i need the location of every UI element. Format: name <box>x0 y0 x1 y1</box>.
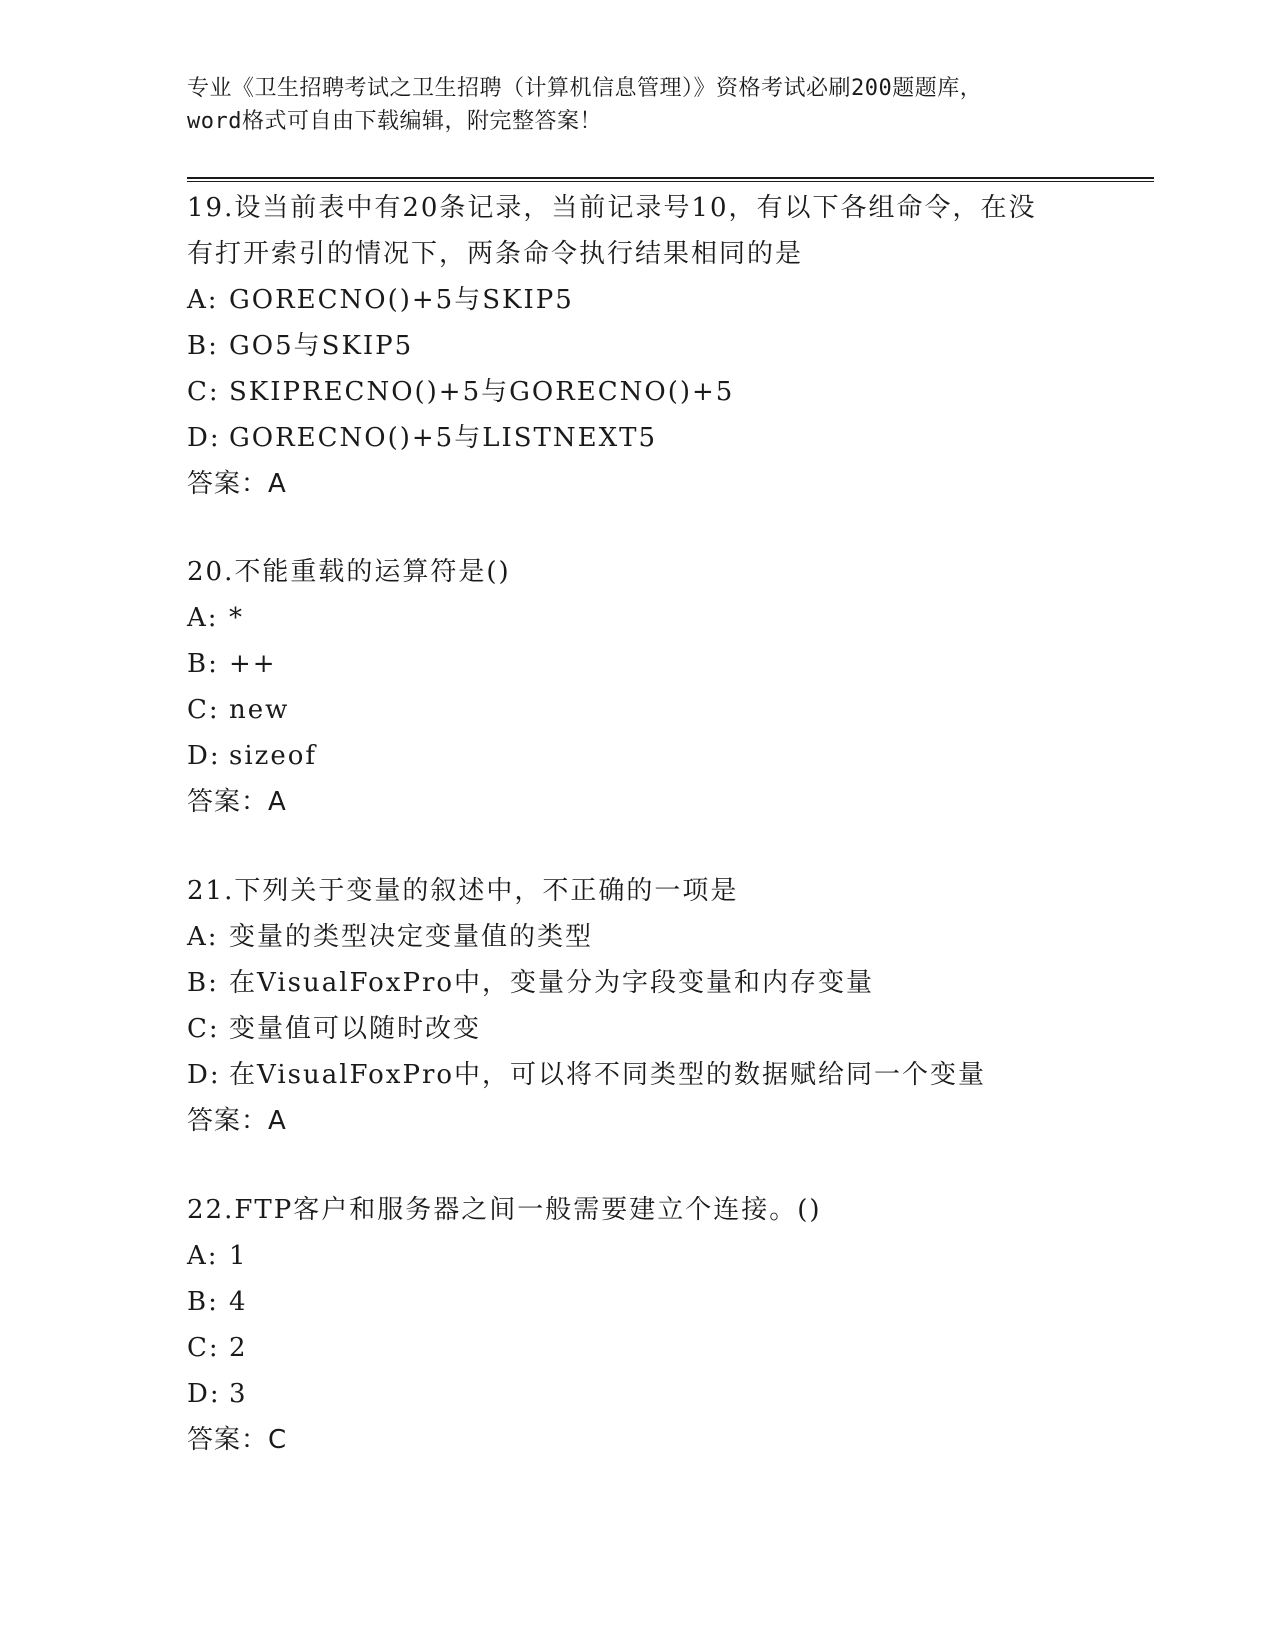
option-text: sizeof <box>229 741 318 771</box>
option-a <box>187 914 1087 960</box>
option-text: 在VisualFoxPro中，可以将不同类型的数据赋给同一个变量 <box>229 1060 987 1090</box>
answer-label: 答案：A <box>187 469 287 499</box>
option-text: 变量的类型决定变量值的类型 <box>229 922 594 952</box>
option-letter: A: <box>187 922 219 952</box>
option-text: new <box>229 695 290 725</box>
document-header <box>187 72 1087 138</box>
answer-label: 答案：C <box>187 1425 288 1455</box>
option-text: GORECNO()+5与LISTNEXT5 <box>229 423 658 453</box>
option-d <box>187 1052 1087 1098</box>
option-letter: C: <box>187 1014 220 1044</box>
header-line-2: word格式可自由下载编辑，附完整答案！ <box>187 109 602 134</box>
option-b <box>187 641 1087 687</box>
option-c <box>187 369 1087 415</box>
option-d <box>187 733 1087 779</box>
option-letter: D: <box>187 1060 221 1090</box>
question-stem-line: 21.下列关于变量的叙述中，不正确的一项是 <box>187 876 739 906</box>
option-letter: D: <box>187 741 221 771</box>
question-20 <box>187 549 1087 825</box>
option-letter: D: <box>187 423 221 453</box>
option-letter: B: <box>187 649 219 679</box>
option-letter: B: <box>187 331 219 361</box>
option-text: * <box>229 603 244 633</box>
option-a <box>187 595 1087 641</box>
option-b <box>187 960 1087 1006</box>
question-stem-line: 20.不能重载的运算符是() <box>187 557 511 587</box>
question-stem-line: 22.FTP客户和服务器之间一般需要建立个连接。() <box>187 1195 822 1225</box>
option-text: 在VisualFoxPro中，变量分为字段变量和内存变量 <box>229 968 875 998</box>
option-a <box>187 1233 1087 1279</box>
question-stem-line: 有打开索引的情况下，两条命令执行结果相同的是 <box>187 239 804 269</box>
option-letter: C: <box>187 695 220 725</box>
option-letter: C: <box>187 377 220 407</box>
answer-label: 答案：A <box>187 787 287 817</box>
option-letter: A: <box>187 1241 219 1271</box>
option-c <box>187 687 1087 733</box>
option-text: 3 <box>229 1379 248 1409</box>
option-letter: D: <box>187 1379 221 1409</box>
option-text: GORECNO()+5与SKIP5 <box>229 285 574 315</box>
option-d <box>187 415 1087 461</box>
option-c <box>187 1325 1087 1371</box>
header-divider <box>187 177 1154 182</box>
option-text: 1 <box>229 1241 248 1271</box>
option-c <box>187 1006 1087 1052</box>
option-a <box>187 277 1087 323</box>
option-letter: A: <box>187 603 219 633</box>
option-text: GO5与SKIP5 <box>229 331 414 361</box>
option-b <box>187 323 1087 369</box>
question-stem-line: 19.设当前表中有20条记录，当前记录号10，有以下各组命令，在没 <box>187 193 1037 223</box>
option-d <box>187 1371 1087 1417</box>
option-text: 2 <box>229 1333 248 1363</box>
option-text: 4 <box>229 1287 248 1317</box>
option-text: ++ <box>229 649 277 679</box>
option-text: SKIPRECNO()+5与GORECNO()+5 <box>229 377 735 407</box>
question-19 <box>187 185 1087 507</box>
option-letter: C: <box>187 1333 220 1363</box>
header-line-1: 专业《卫生招聘考试之卫生招聘（计算机信息管理）》资格考试必刷200题题库， <box>187 76 983 101</box>
option-letter: A: <box>187 285 219 315</box>
question-21 <box>187 868 1087 1144</box>
option-text: 变量值可以随时改变 <box>229 1014 482 1044</box>
option-letter: B: <box>187 968 219 998</box>
question-22 <box>187 1187 1087 1463</box>
answer-label: 答案：A <box>187 1106 287 1136</box>
option-letter: B: <box>187 1287 219 1317</box>
option-b <box>187 1279 1087 1325</box>
